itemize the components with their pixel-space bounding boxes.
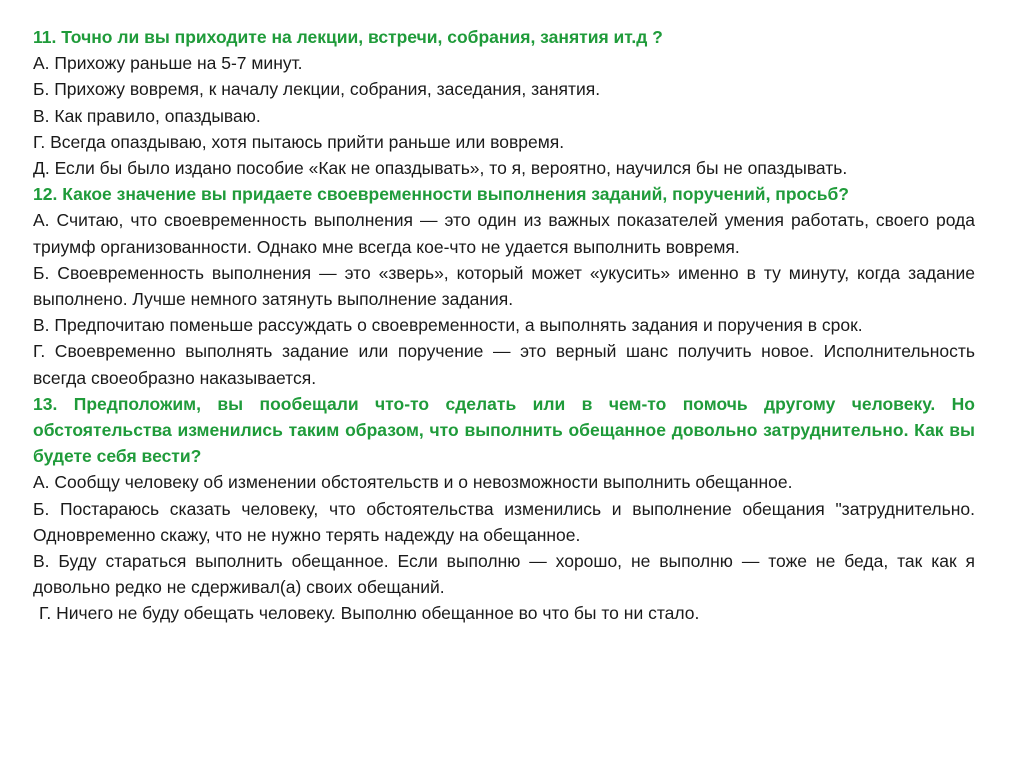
- question-11-option-v: В. Как правило, опаздываю.: [33, 105, 261, 126]
- question-13-option-a: А. Сообщу человеку об изменении обстоятельств и о невозможности выполнить обещанное.: [33, 472, 793, 493]
- question-11-title: 11. Точно ли вы приходите на лекции, встречи, собрания, занятия ит.д ?: [33, 27, 663, 47]
- question-11-option-b: Б. Прихожу вовремя, к началу лекции, собрания, заседания, занятия.: [33, 79, 601, 100]
- question-12-option-b: Б. Своевременность выполнения — это «зверь», который может «укусить» именно в ту минуту, когда задание выполнено. Лучше немного затянуть выполнение задания.: [33, 262, 975, 310]
- question-12-option-v: В. Предпочитаю поменьше рассуждать о своевременности, а выполнять задания и поручения в срок.: [33, 315, 863, 336]
- question-12-option-a: А. Считаю, что своевременность выполнения — это один из важных показателей умения работать, своего рода триумф организованности. Однако мне всегда кое-что не удается выполнить вовремя.: [33, 210, 975, 257]
- question-12-title: 12. Какое значение вы придаете своевременности выполнения заданий, поручений, просьб?: [33, 184, 849, 205]
- question-11-option-a: А. Прихожу раньше на 5-7 минут.: [33, 53, 303, 74]
- question-13-option-b: Б. Постараюсь сказать человеку, что обстоятельства изменились и выполнение обещания "затруднительно. Одновременно скажу, что не нужно терять надежду на обещанное.: [33, 498, 975, 545]
- question-13-title: 13. Предположим, вы пообещали что-то сделать или в чем-то помочь другому человеку. Но обстоятельства изменились таким образом, что выполнить обещанное довольно затруднительно. Как вы будете себя вести?: [33, 393, 975, 467]
- question-12-option-g: Г. Своевременно выполнять задание или поручение — это верный шанс получить новое. Исполнительность всегда своеобразно наказывается.: [33, 341, 975, 388]
- question-11-option-d: Д. Если бы было издано пособие «Как не опаздывать», то я, вероятно, научился бы не опаздывать.: [33, 158, 848, 179]
- question-11-option-g: Г. Всегда опаздываю, хотя пытаюсь прийти раньше или вовремя.: [33, 131, 565, 152]
- questionnaire-text: [33, 24, 975, 627]
- question-13-option-g: Г. Ничего не буду обещать человеку. Выполню обещанное во что бы то ни стало.: [39, 603, 700, 624]
- question-13-option-v: В. Буду стараться выполнить обещанное. Если выполню — хорошо, не выполню — тоже не беда, так как я довольно редко не сдерживал(а) своих обещаний.: [33, 551, 975, 598]
